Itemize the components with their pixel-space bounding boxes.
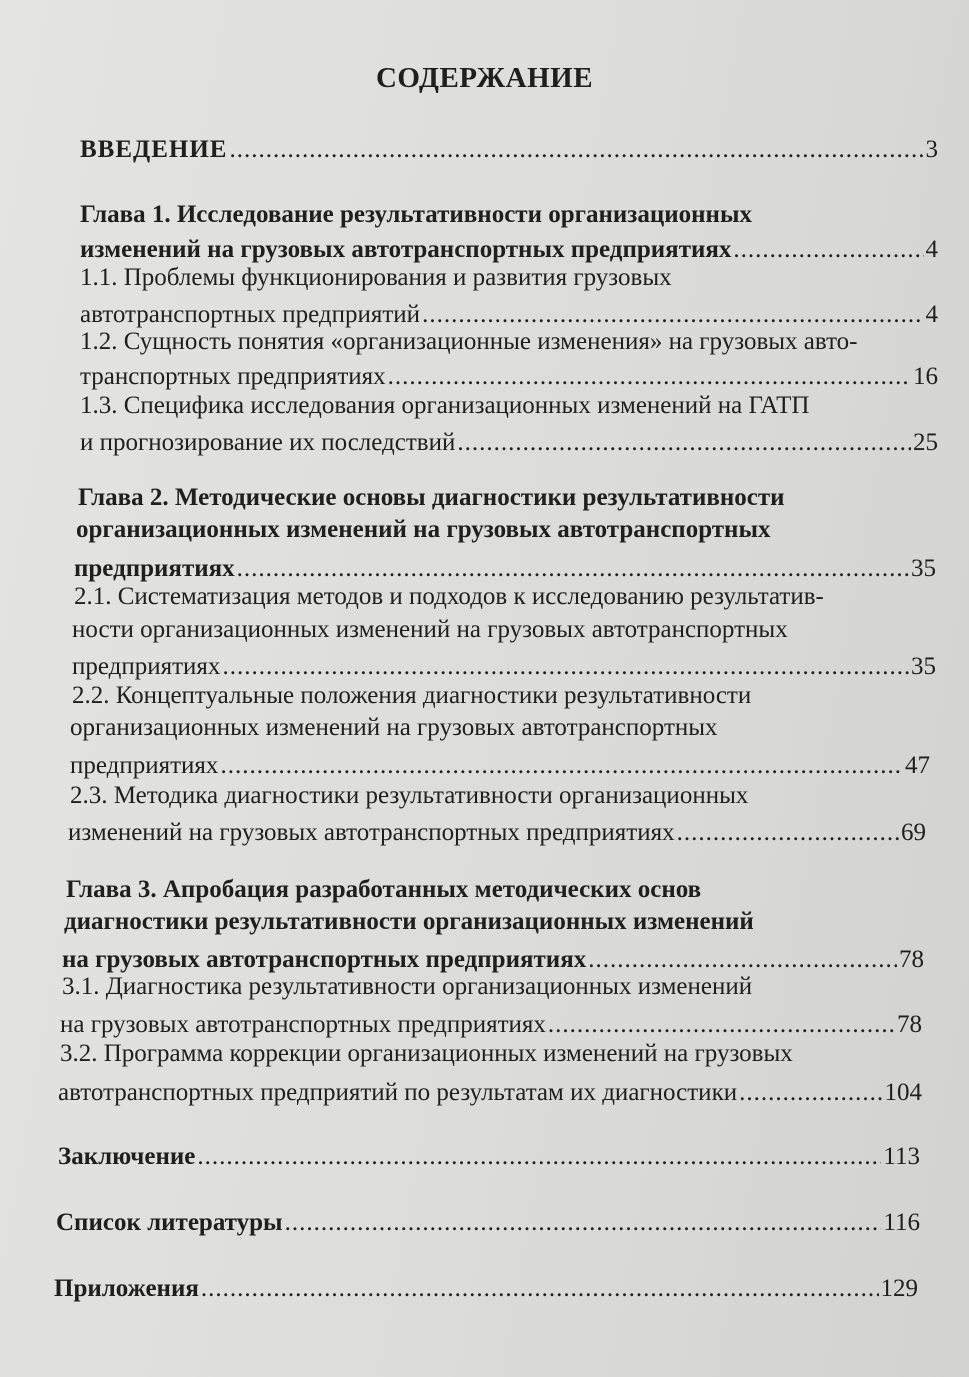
toc-section-1-2-line-1[interactable]: 1.2. Сущность понятия «организационные изменения» на грузовых авто- <box>80 328 858 355</box>
toc-entry-label: предприятиях <box>74 555 235 582</box>
toc-entry-conclusion[interactable] <box>58 1132 920 1172</box>
toc-section-3-1-line-1[interactable]: 3.1. Диагностика результативности организационных изменений <box>62 973 753 1000</box>
toc-section-1-3[interactable] <box>80 418 938 458</box>
toc-section-2-2-line-1[interactable]: 2.2. Концептуальные положения диагностики результативности <box>72 682 752 709</box>
toc-page-number: 129 <box>880 1275 918 1302</box>
toc-section-1-1-line-1[interactable]: 1.1. Проблемы функционирования и развития грузовых <box>80 264 672 291</box>
toc-chapter-3-line-1[interactable]: Глава 3. Апробация разработанных методических основ <box>66 876 702 903</box>
toc-entry-references[interactable] <box>56 1198 920 1238</box>
toc-chapter-3-line-2[interactable]: диагностики результативности организационных изменений <box>64 908 754 935</box>
toc-leader-dots <box>197 1142 881 1172</box>
toc-entry-label: транспортных предприятиях <box>80 363 386 390</box>
toc-page-number: 78 <box>899 946 924 973</box>
toc-chapter-1-line-1[interactable]: Глава 1. Исследование результативности организационных <box>80 201 752 228</box>
toc-entry-label: автотранспортных предприятий по результатам их диагностики <box>58 1079 738 1106</box>
toc-chapter-2-line-1[interactable]: Глава 2. Методические основы диагностики результативности <box>78 484 785 511</box>
toc-page-number: 3 <box>925 136 938 163</box>
toc-entry-label: Заключение <box>58 1143 196 1170</box>
toc-page-number: 16 <box>913 363 938 390</box>
toc-page-number: 116 <box>883 1209 920 1236</box>
page-title: СОДЕРЖАНИЕ <box>375 62 594 94</box>
toc-section-2-1-line-1[interactable]: 2.1. Систематизация методов и подходов к исследованию результатив- <box>74 583 824 610</box>
toc-page-number: 25 <box>913 429 938 456</box>
toc-entry-label: автотранспортных предприятий <box>80 301 421 328</box>
toc-entry-label: на грузовых автотранспортных предприятиях <box>62 946 587 973</box>
toc-section-2-3[interactable] <box>68 808 926 848</box>
toc-leader-dots <box>739 1078 882 1108</box>
toc-leader-dots <box>285 1208 882 1238</box>
toc-leader-dots <box>457 428 911 458</box>
toc-leader-dots <box>677 818 899 848</box>
toc-section-2-2[interactable] <box>70 741 930 781</box>
toc-page-number: 78 <box>897 1011 922 1038</box>
toc-page-number: 35 <box>911 653 936 680</box>
toc-entry-introduction[interactable] <box>80 125 938 165</box>
toc-page-number: 47 <box>905 752 930 779</box>
toc-entry-appendices[interactable] <box>54 1264 918 1304</box>
toc-entry-label: на грузовых автотранспортных предприятиях <box>60 1011 546 1038</box>
toc-section-2-1-line-2[interactable]: ности организационных изменений на грузовых автотранспортных <box>72 616 788 643</box>
toc-page-number: 4 <box>925 236 938 263</box>
toc-section-1-3-line-1[interactable]: 1.3. Специфика исследования организационных изменений на ГАТП <box>80 392 810 419</box>
toc-section-2-2-line-2[interactable]: организационных изменений на грузовых автотранспортных <box>70 714 718 741</box>
toc-entry-label: изменений на грузовых автотранспортных предприятиях <box>80 236 732 263</box>
toc-page-number: 69 <box>901 819 926 846</box>
toc-page-number: 104 <box>884 1079 922 1106</box>
toc-section-3-2[interactable] <box>58 1068 922 1108</box>
toc-entry-label: Приложения <box>54 1275 199 1302</box>
toc-section-2-3-line-1[interactable]: 2.3. Методика диагностики результативности организационных <box>70 782 749 809</box>
toc-page-number: 4 <box>925 301 938 328</box>
toc-entry-label: предприятиях <box>70 752 219 779</box>
toc-entry-label: Список литературы <box>56 1209 283 1236</box>
toc-leader-dots <box>229 135 923 165</box>
toc-entry-label: изменений на грузовых автотранспортных предприятиях <box>68 819 675 846</box>
toc-page-number: 35 <box>911 555 936 582</box>
toc-chapter-2-line-2[interactable]: организационных изменений на грузовых автотранспортных <box>76 516 771 543</box>
toc-leader-dots <box>201 1274 879 1304</box>
toc-entry-label: предприятиях <box>72 653 221 680</box>
toc-section-3-2-line-1[interactable]: 3.2. Программа коррекции организационных изменений на грузовых <box>60 1040 793 1067</box>
toc-entry-label: и прогнозирование их последствий <box>80 429 456 456</box>
toc-entry-label: ВВЕДЕНИЕ <box>80 136 228 163</box>
toc-page-number: 113 <box>883 1143 920 1170</box>
